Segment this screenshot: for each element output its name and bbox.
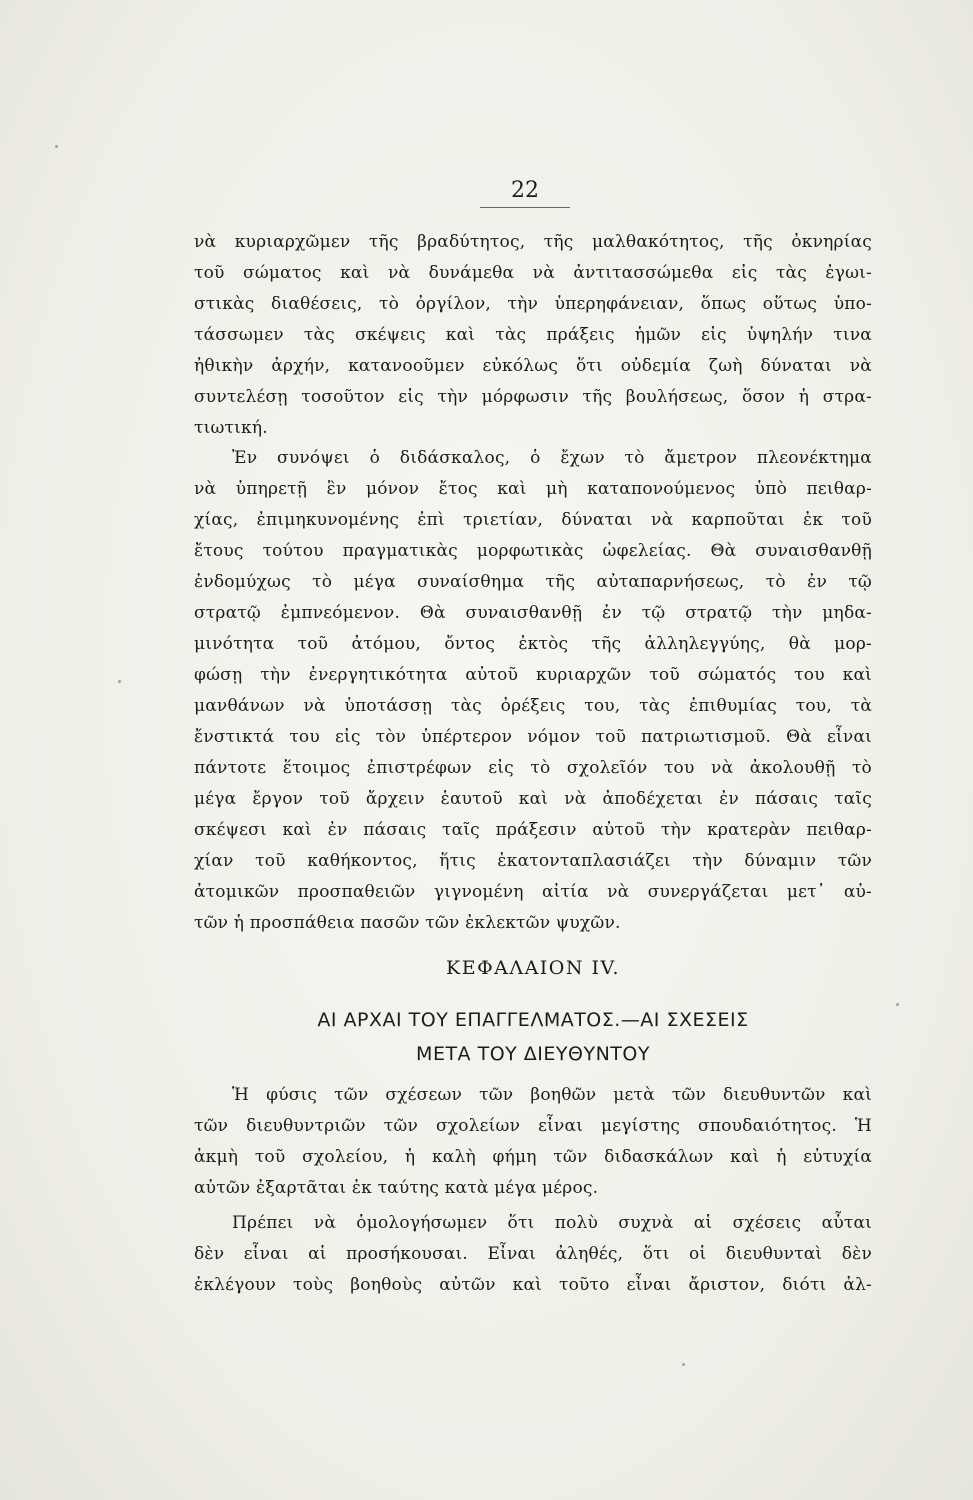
text-line: πάντοτε ἕτοιμος ἐπιστρέφων εἰς τὸ σχολεῖόν του νὰ ἀκολουθῇ τὸ [194,758,872,778]
text-line: τιωτική. [194,418,268,438]
print-speck [896,1003,899,1006]
text-line: ἀτομικῶν προσπαθειῶν γιγνομένη αἰτία νὰ συνεργάζεται μετ᾽ αὐ- [194,882,872,902]
text-line: χίαν τοῦ καθήκοντος, ἥτις ἑκατονταπλασιάζει τὴν δύναμιν τῶν [194,851,872,871]
section-heading-line: ΜΕΤΑ ΤΟΥ ΔΙΕΥΘΥΝΤΟΥ [416,1043,650,1065]
text-line: φώσῃ τὴν ἐνεργητικότητα αὐτοῦ κυριαρχῶν τοῦ σώματός του καὶ [194,665,872,685]
text-line: Πρέπει νὰ ὁμολογήσωμεν ὅτι πολὺ συχνὰ αἱ σχέσεις αὗται [232,1213,872,1233]
text-line: τῶν διευθυντριῶν τῶν σχολείων εἶναι μεγίστης σπουδαιότητος. Ἡ [194,1116,872,1136]
paragraph-2 [194,443,872,939]
text-line: συντελέσῃ τοσοῦτον εἰς τὴν μόρφωσιν τῆς βουλήσεως, ὅσον ἡ στρα- [194,387,872,407]
text-line: Ἡ φύσις τῶν σχέσεων τῶν βοηθῶν μετὰ τῶν διευθυντῶν καὶ [232,1085,872,1105]
text-line: μέγα ἔργον τοῦ ἄρχειν ἑαυτοῦ καὶ νὰ ἀποδέχεται ἐν πάσαις ταῖς [194,789,872,809]
text-line: αὐτῶν ἐξαρτᾶται ἐκ ταύτης κατὰ μέγα μέρος. [194,1178,599,1198]
paragraph-3 [194,1080,872,1204]
text-line: σκέψεσι καὶ ἐν πάσαις ταῖς πράξεσιν αὐτοῦ τὴν κρατερὰν πειθαρ- [194,820,872,840]
text-line: νὰ κυριαρχῶμεν τῆς βραδύτητος, τῆς μαλθακότητος, τῆς ὀκνηρίας [194,232,872,252]
text-line: ἐνδομύχως τὸ μέγα συναίσθημα τῆς αὐταπαρνήσεως, τὸ ἐν τῷ [194,572,872,592]
print-speck [118,680,121,683]
text-line: τάσσωμεν τὰς σκέψεις καὶ τὰς πράξεις ἡμῶν εἰς ὑψηλήν τινα [194,325,872,345]
text-line: Ἐν συνόψει ὁ διδάσκαλος, ὁ ἔχων τὸ ἄμετρον πλεονέκτημα [232,448,872,468]
section-heading-line: ΑΙ ΑΡΧΑΙ ΤΟΥ ΕΠΑΓΓΕΛΜΑΤΟΣ.—ΑΙ ΣΧΕΣΕΙΣ [317,1009,749,1031]
text-line: στρατῷ ἐμπνεόμενον. Θὰ συναισθανθῇ ἐν τῷ στρατῷ τὴν μηδα- [194,603,872,623]
text-line: στικὰς διαθέσεις, τὸ ὀργίλον, τὴν ὑπερηφάνειαν, ὅπως οὕτως ὑπο- [194,294,872,314]
print-speck [682,1363,685,1366]
text-line: μινότητα τοῦ ἀτόμου, ὄντος ἐκτὸς τῆς ἀλληλεγγύης, θὰ μορ- [194,634,872,654]
text-line: ἐκλέγουν τοὺς βοηθοὺς αὐτῶν καὶ τοῦτο εἶναι ἄριστον, διότι ἀλ- [194,1275,872,1295]
section-heading [194,1003,872,1071]
chapter-title: ΚΕΦΑΛΑΙΟΝ IV. [446,957,620,979]
text-line: τοῦ σώματος καὶ νὰ δυνάμεθα νὰ ἀντιτασσώμεθα εἰς τὰς ἐγωι- [194,263,872,283]
text-line: ἔτους τούτου πραγματικὰς μορφωτικὰς ὠφελείας. Θὰ συναισθανθῇ [194,541,872,561]
paragraph-4 [194,1208,872,1301]
text-line: ἀκμὴ τοῦ σχολείου, ἡ καλὴ φήμη τῶν διδασκάλων καὶ ἡ εὐτυχία [194,1147,872,1167]
page-number-rule [480,207,570,208]
paragraph-1 [194,227,872,444]
text-line: ἠθικὴν ἀρχήν, κατανοοῦμεν εὐκόλως ὅτι οὐδεμία ζωὴ δύναται νὰ [194,356,872,376]
print-speck [55,145,58,148]
text-line: μανθάνων νὰ ὑποτάσσῃ τὰς ὀρέξεις του, τὰς ἐπιθυμίας του, τὰ [194,696,872,716]
text-line: δὲν εἶναι αἱ προσήκουσαι. Εἶναι ἀληθές, ὅτι οἱ διευθυνταὶ δὲν [194,1244,872,1264]
text-line: χίας, ἐπιμηκυνομένης ἐπὶ τριετίαν, δύναται νὰ καρποῦται ἐκ τοῦ [194,510,872,530]
page-number: 22 [511,178,539,203]
text-line: τῶν ἡ προσπάθεια πασῶν τῶν ἐκλεκτῶν ψυχῶν. [194,913,621,933]
text-line: ἔνστικτά του εἰς τὸν ὑπέρτερον νόμον τοῦ πατριωτισμοῦ. Θὰ εἶναι [194,727,872,747]
text-line: νὰ ὑπηρετῇ ἓν μόνον ἔτος καὶ μὴ καταπονούμενος ὑπὸ πειθαρ- [194,479,872,499]
